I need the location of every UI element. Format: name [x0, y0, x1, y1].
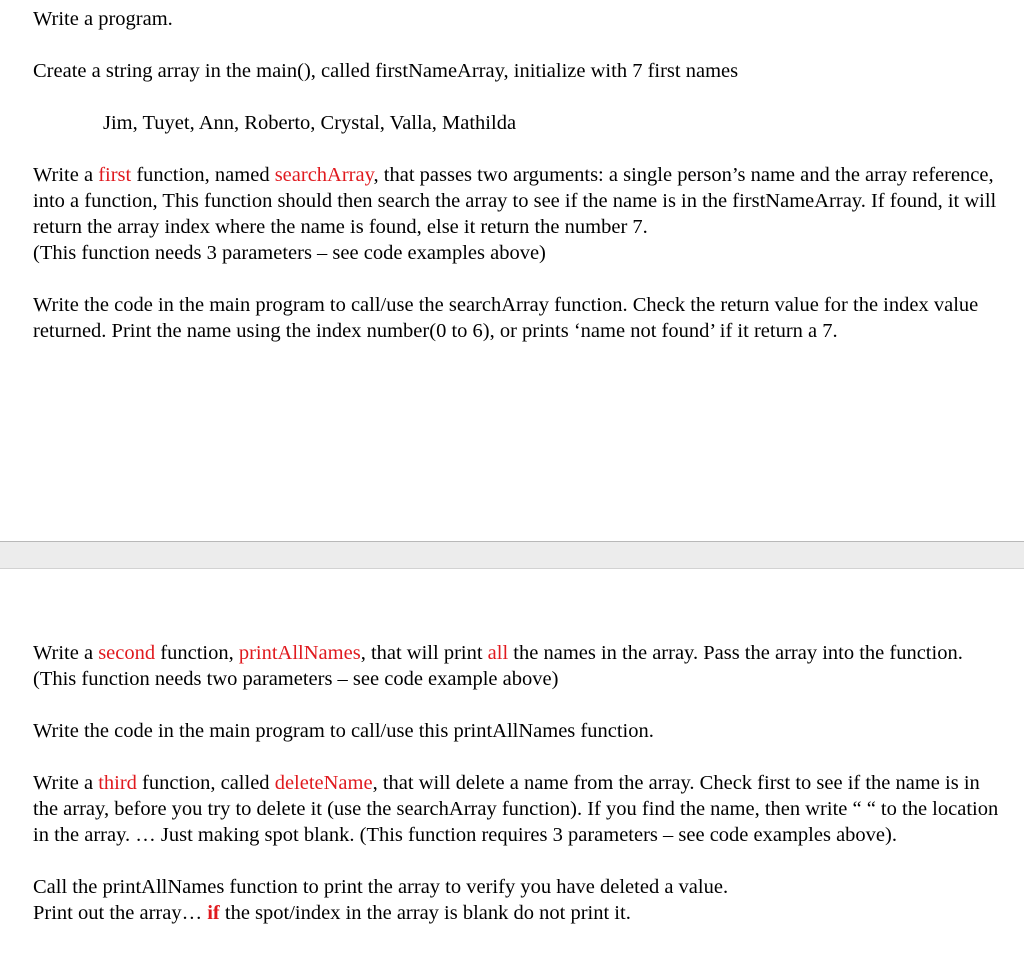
names-list-text: Jim, Tuyet, Ann, Roberto, Crystal, Valla, Mathilda	[103, 112, 517, 134]
delete-text-c: function, called	[136, 772, 275, 794]
delete-text-a: Write a	[33, 772, 99, 794]
search-array-keyword: searchArray	[274, 164, 374, 186]
document-bottom-section	[33, 640, 1003, 926]
delete-function-paragraph	[33, 770, 1003, 848]
intro-paragraph	[33, 6, 1003, 32]
third-keyword: third	[98, 772, 137, 794]
search-text-a: Write a	[33, 164, 99, 186]
call-print-paragraph	[33, 718, 1003, 744]
create-array-text: Create a string array in the main(), called firstNameArray, initialize with 7 first names	[33, 60, 739, 82]
delete-text-e: , that will delete a name from the array. Check first to see if the name is in the array, before you try to delete it (use the searchArray function). If you find the name, then write “ “ to the location in the array. … Just making spot blank. (This function requires 3 parameters – see code examples above).	[33, 772, 999, 846]
verify-text-c: the spot/index in the array is blank do not print it.	[219, 902, 631, 924]
search-note-text: (This function needs 3 parameters – see code examples above)	[33, 242, 546, 264]
second-keyword: second	[98, 642, 156, 664]
intro-text: Write a program.	[33, 8, 173, 30]
print-function-paragraph	[33, 640, 1003, 692]
search-text-e: , that passes two arguments: a single person’s name and the array reference, into a function, This function should then search the array to see if the name is in the firstNameArray. If found, it will return the array index where the name is found, else it return the number 7.	[33, 164, 997, 238]
print-all-names-keyword: printAllNames	[238, 642, 361, 664]
print-text-g: the names in the array. Pass the array into the function. (This function needs two parameters – see code example above)	[33, 642, 963, 690]
names-list-paragraph	[33, 110, 1003, 136]
delete-name-keyword: deleteName	[274, 772, 373, 794]
print-text-a: Write a	[33, 642, 99, 664]
main-program-text: Write the code in the main program to call/use the searchArray function. Check the return value for the index value returned. Print the name using the index number(0 to 6), or prints ‘name not found’ if it return a 7.	[33, 294, 979, 342]
verify-paragraph	[33, 874, 1003, 926]
call-print-text: Write the code in the main program to call/use this printAllNames function.	[33, 720, 654, 742]
print-text-e: , that will print	[360, 642, 488, 664]
main-program-paragraph	[33, 292, 1003, 344]
verify-line-1: Call the printAllNames function to print the array to verify you have deleted a value.	[33, 876, 729, 898]
page-divider	[0, 541, 1024, 569]
verify-text-a: Print out the array…	[33, 902, 208, 924]
print-text-c: function,	[155, 642, 239, 664]
document-top-section	[33, 6, 1003, 344]
if-keyword: if	[207, 902, 220, 924]
create-array-paragraph	[33, 58, 1003, 84]
search-text-c: function, named	[131, 164, 275, 186]
first-keyword: first	[98, 164, 132, 186]
search-function-paragraph	[33, 162, 1003, 240]
all-keyword: all	[487, 642, 509, 664]
search-note-paragraph	[33, 240, 1003, 266]
